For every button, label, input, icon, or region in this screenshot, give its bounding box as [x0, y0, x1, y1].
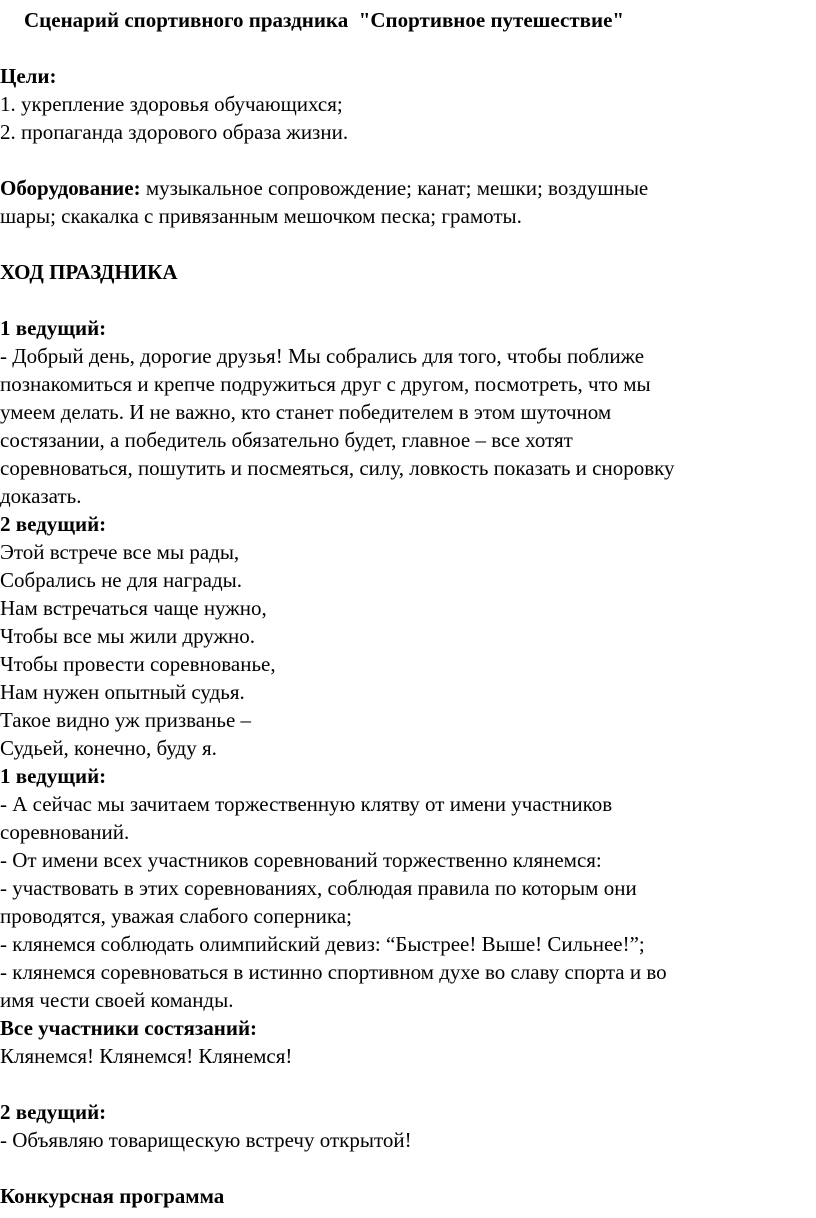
- poem-line: Судьей, конечно, буду я.: [0, 736, 217, 760]
- equipment-text-continued: шары; скакалка с привязанным мешочком песка; грамоты.: [0, 204, 522, 228]
- document-title: Сценарий спортивного праздника "Спортивное путешествие": [24, 8, 625, 32]
- equipment-text: музыкальное сопровождение; канат; мешки; воздушные: [140, 176, 649, 200]
- poem-line: Нам нужен опытный судья.: [0, 680, 245, 704]
- speech-line: - клянемся соблюдать олимпийский девиз: “Быстрее! Выше! Сильнее!”;: [0, 932, 645, 956]
- goal-item: 1. укрепление здоровья обучающихся;: [0, 92, 343, 116]
- speech-line: умеем делать. И не важно, кто станет победителем в этом шуточном: [0, 400, 612, 424]
- poem-line: Чтобы все мы жили дружно.: [0, 624, 256, 648]
- spacer: [0, 1154, 810, 1182]
- poem-line: Этой встрече все мы рады,: [0, 540, 240, 564]
- spacer: [0, 286, 810, 314]
- speaker-label: 1 ведущий:: [0, 316, 107, 340]
- speaker-label: 2 ведущий:: [0, 1100, 107, 1124]
- poem-line: Собрались не для награды.: [0, 568, 242, 592]
- all-participants-label: Все участники состязаний:: [0, 1016, 258, 1040]
- final-heading: Конкурсная программа: [0, 1184, 225, 1208]
- speech-line: - Объявляю товарищескую встречу открытой!: [0, 1128, 412, 1152]
- oath-response: Клянемся! Клянемся! Клянемся!: [0, 1044, 293, 1068]
- speaker-label: 1 ведущий:: [0, 764, 107, 788]
- speech-line: доказать.: [0, 484, 82, 508]
- speech-line: - Добрый день, дорогие друзья! Мы собрались для того, чтобы поближе: [0, 344, 645, 368]
- spacer: [0, 1070, 810, 1098]
- speech-line: состязании, а победитель обязательно будет, главное – все хотят: [0, 428, 573, 452]
- speech-line: соревнований.: [0, 820, 130, 844]
- document-page: [0, 6, 810, 1210]
- speech-line: познакомиться и крепче подружиться друг с другом, посмотреть, что мы: [0, 372, 651, 396]
- spacer: [0, 34, 810, 62]
- poem-line: Чтобы провести соревнованье,: [0, 652, 276, 676]
- speech-line: соревноваться, пошутить и посмеяться, силу, ловкость показать и сноровку: [0, 456, 675, 480]
- speech-line: - участвовать в этих соревнованиях, соблюдая правила по которым они: [0, 876, 637, 900]
- goal-item: 2. пропаганда здорового образа жизни.: [0, 120, 349, 144]
- speech-line: - А сейчас мы зачитаем торжественную клятву от имени участников: [0, 792, 613, 816]
- speech-line: проводятся, уважая слабого соперника;: [0, 904, 352, 928]
- speech-line: - От имени всех участников соревнований торжественно клянемся:: [0, 848, 602, 872]
- poem-line: Нам встречаться чаще нужно,: [0, 596, 267, 620]
- poem-line: Такое видно уж призванье –: [0, 708, 252, 732]
- spacer: [0, 230, 810, 258]
- goals-heading: Цели:: [0, 64, 57, 88]
- section-heading: ХОД ПРАЗДНИКА: [0, 260, 178, 284]
- equipment-label: Оборудование:: [0, 176, 141, 200]
- speech-line: имя чести своей команды.: [0, 988, 234, 1012]
- speech-line: - клянемся соревноваться в истинно спортивном духе во славу спорта и во: [0, 960, 667, 984]
- spacer: [0, 146, 810, 174]
- speaker-label: 2 ведущий:: [0, 512, 107, 536]
- equipment-paragraph: [0, 174, 810, 202]
